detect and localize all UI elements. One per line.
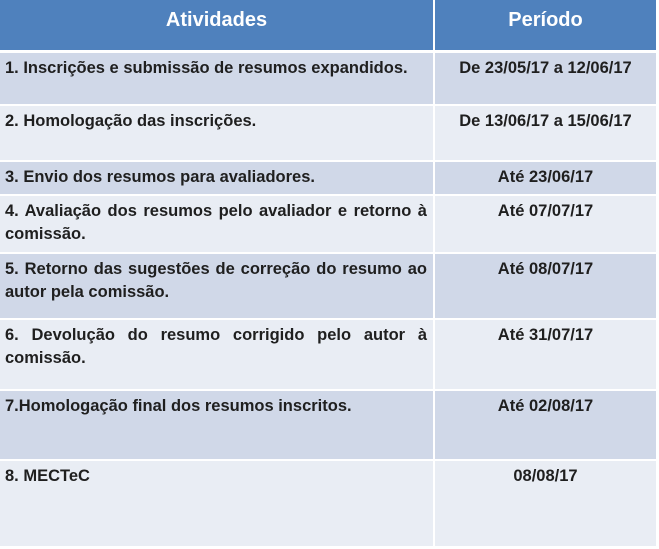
period-cell: Até 31/07/17: [434, 319, 656, 390]
activity-cell: 1. Inscrições e submissão de resumos expandidos.: [0, 51, 434, 105]
period-cell: 08/08/17: [434, 460, 656, 546]
table-row: [0, 161, 656, 195]
period-cell: Até 02/08/17: [434, 390, 656, 460]
table-row: [0, 390, 656, 460]
table-row: [0, 319, 656, 390]
activity-cell: 2. Homologação das inscrições.: [0, 105, 434, 161]
period-cell: De 23/05/17 a 12/06/17: [434, 51, 656, 105]
period-cell: Até 07/07/17: [434, 195, 656, 253]
period-cell: Até 23/06/17: [434, 161, 656, 195]
activity-cell: 6. Devolução do resumo corrigido pelo autor à comissão.: [0, 319, 434, 390]
header-period: Período: [434, 0, 656, 51]
table-row: [0, 460, 656, 546]
activity-cell: 3. Envio dos resumos para avaliadores.: [0, 161, 434, 195]
period-cell: De 13/06/17 a 15/06/17: [434, 105, 656, 161]
header-activity: Atividades: [0, 0, 434, 51]
table-row: [0, 253, 656, 319]
header-row: [0, 0, 656, 51]
table-row: [0, 105, 656, 161]
activity-cell: 8. MECTeC: [0, 460, 434, 546]
table-row: [0, 51, 656, 105]
activity-cell: 4. Avaliação dos resumos pelo avaliador e retorno à comissão.: [0, 195, 434, 253]
activity-cell: 7.Homologação final dos resumos inscritos.: [0, 390, 434, 460]
table-row: [0, 195, 656, 253]
period-cell: Até 08/07/17: [434, 253, 656, 319]
activity-cell: 5. Retorno das sugestões de correção do resumo ao autor pela comissão.: [0, 253, 434, 319]
